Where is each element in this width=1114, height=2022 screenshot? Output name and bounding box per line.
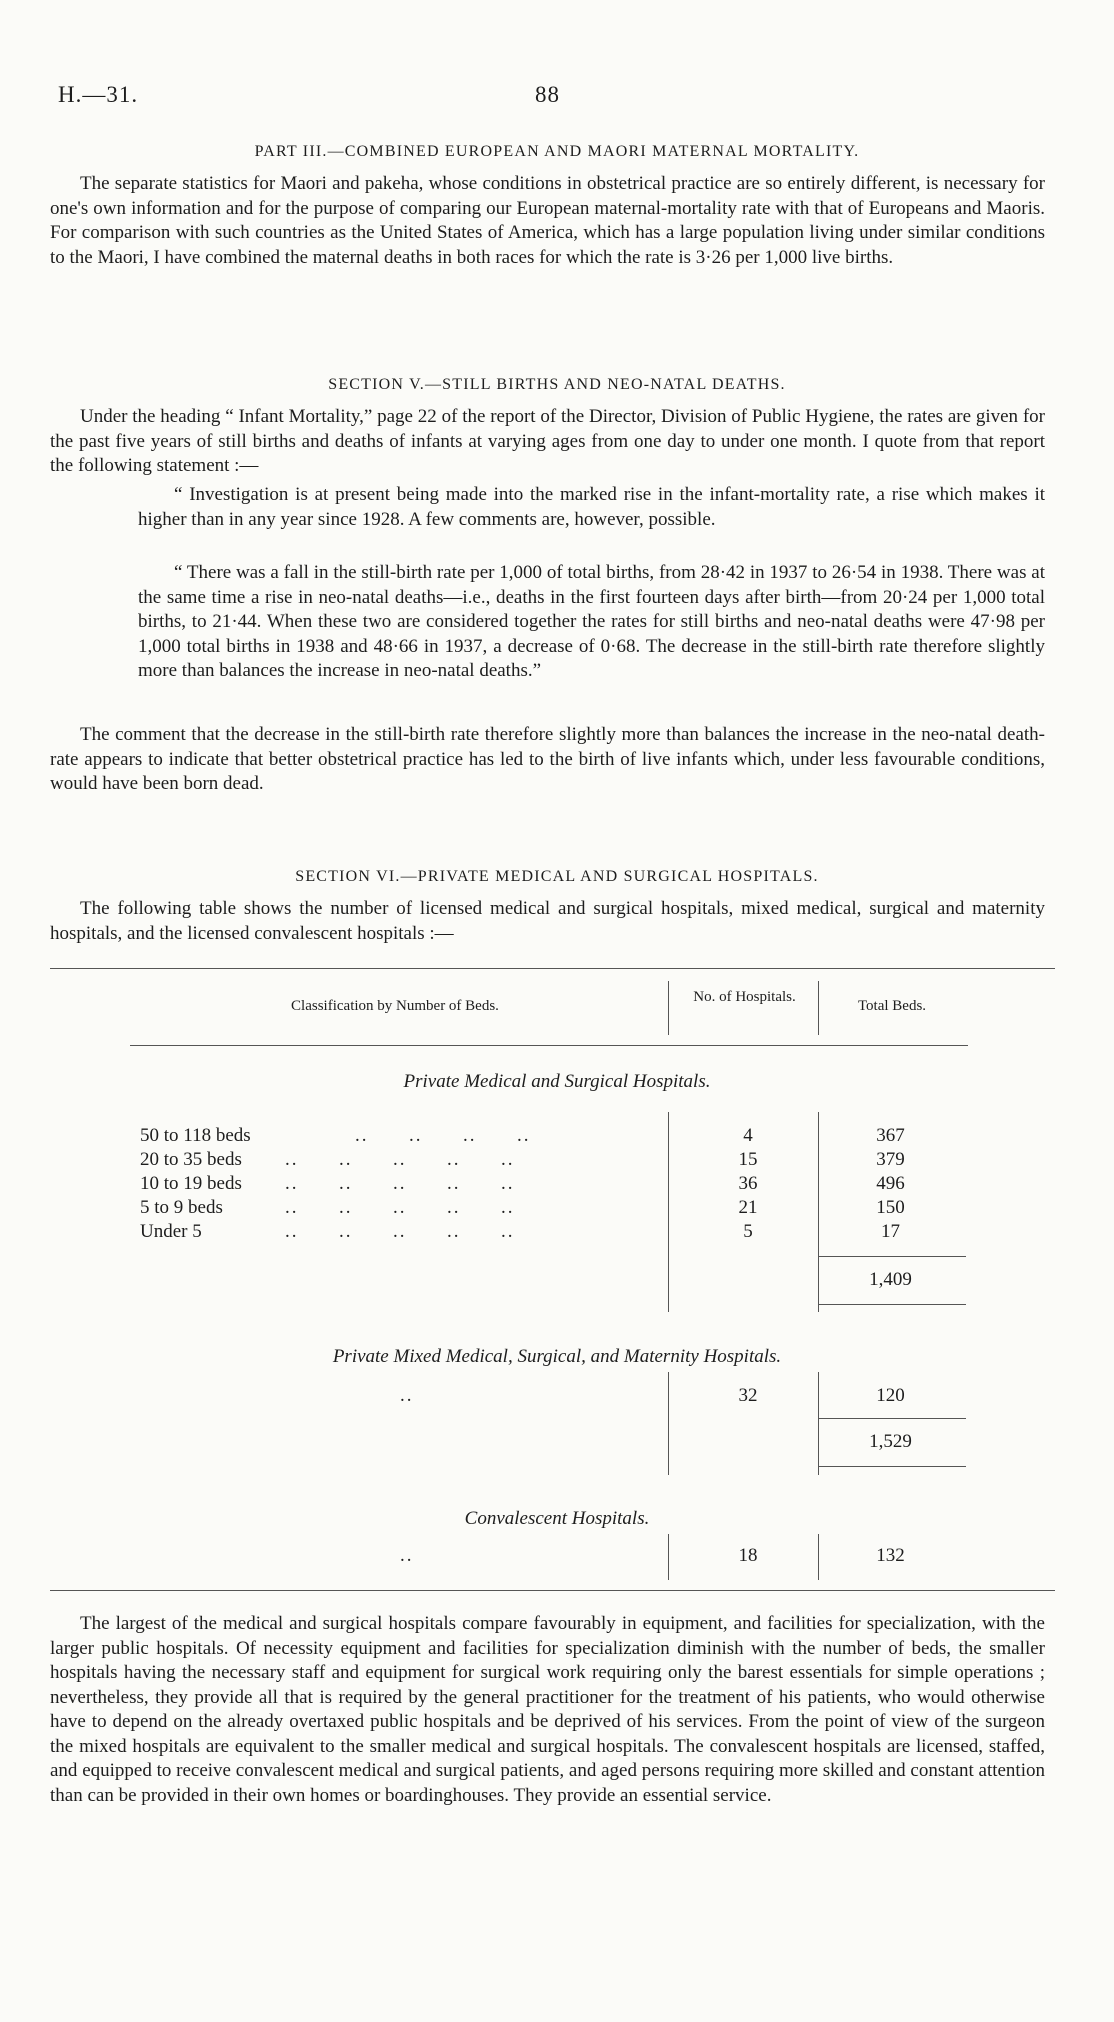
leader-dots: .. .. .. .. .. <box>285 1173 515 1194</box>
table-bottom-rule <box>50 1590 1055 1591</box>
header-total-beds: Total Beds. <box>857 998 927 1014</box>
leader-dots: .. .. .. .. .. <box>285 1149 515 1170</box>
group-title-medical-surgical: Private Medical and Surgical Hospitals. <box>403 1071 711 1092</box>
hospitals-count: 5 <box>743 1221 753 1242</box>
header-classification: Classification by Number of Beds. <box>291 998 499 1014</box>
hospitals-count: 4 <box>743 1125 753 1146</box>
beds-count: 379 <box>876 1149 905 1170</box>
row-label: Under 5 <box>140 1221 202 1242</box>
beds-count: 120 <box>876 1385 905 1406</box>
leader-dots: .. .. .. .. .. <box>285 1197 515 1218</box>
row-label: 5 to 9 beds <box>140 1197 223 1218</box>
section6-closing: The largest of the medical and surgical hospitals compare favourably in equipment, and facilities for specialization, with the larger public hospitals. Of necessity equipment and facilities for specialization diminish with the number of beds, the smaller hospitals having the necessary staff and equipment for surgical work requiring only the barest essentials for simple operations ; nevertheless, they provide all that is required by the general practitioner for the treatment of his patients, who would otherwise have to depend on the already overtaxed public hospitals and be deprived of his services. From the point of view of the surgeon the mixed hospitals are equivalent to the smaller medical and surgical hospitals. The convalescent hospitals are licensed, staffed, and equipped to receive convalescent medical and surgical patients, and aged persons requiring more skilled and constant attention than can be provided in their own homes or boardinghouses. They provide an essential service. <box>50 1613 1045 1806</box>
total-rule <box>818 1466 966 1467</box>
hospitals-count: 15 <box>738 1149 758 1170</box>
page-number: 88 <box>535 82 560 107</box>
row-label: 50 to 118 beds <box>140 1125 251 1146</box>
hospitals-count: 21 <box>738 1197 758 1218</box>
hospitals-count: 36 <box>738 1173 758 1194</box>
table-top-rule <box>50 968 1055 969</box>
section5-comment: The comment that the decrease in the still-birth rate therefore slightly more than balances the increase in the neo-natal death-rate appears to indicate that better obstetrical practice has led to the birth of live infants which, under less favourable conditions, would have been born dead. <box>50 724 1045 794</box>
header-bottom-rule <box>130 1045 968 1046</box>
row-label: 10 to 19 beds <box>140 1173 242 1194</box>
beds-count: 17 <box>881 1221 900 1242</box>
section5-quote-2: “ There was a fall in the still-birth rate per 1,000 of total births, from 28·42 in 1937 to 26·54 in 1938. There was at the same time a rise in neo-natal deaths—i.e., deaths in the first fourteen days after birth—from 20·24 per 1,000 total births, to 21·44. When these two are considered together the rates for still births and neo-natal deaths were 47·98 per 1,000 total births in 1938 and 48·66 in 1937, a decrease of 0·68. The decrease in the still-birth rate therefore slightly more than balances the increase in neo-natal deaths.” <box>138 562 1045 681</box>
group-title-convalescent: Convalescent Hospitals. <box>464 1508 650 1529</box>
total-rule <box>818 1304 966 1305</box>
leader-dots: .. .. .. .. <box>355 1125 531 1146</box>
section6-intro: The following table shows the number of licensed medical and surgical hospitals, mixed medical, surgical and maternity hospitals, and the licensed convalescent hospitals :— <box>50 898 1045 944</box>
header-hospitals: No. of Hospitals. <box>693 989 796 1005</box>
section5-title: SECTION V.—STILL BIRTHS AND NEO-NATAL DEATHS. <box>328 376 786 393</box>
leader-dots: .. .. .. .. .. <box>285 1221 515 1242</box>
row-label: 20 to 35 beds <box>140 1149 242 1170</box>
section6-title: SECTION VI.—PRIVATE MEDICAL AND SURGICAL HOSPITALS. <box>295 868 819 885</box>
beds-count: 150 <box>876 1197 905 1218</box>
document-reference: H.—31. <box>58 82 139 107</box>
section5-quote-1: “ Investigation is at present being made into the marked rise in the infant-mortality rate, a rise which makes it higher than in any year since 1928. A few comments are, however, possible. <box>138 484 1045 530</box>
part3-paragraph: The separate statistics for Maori and pakeha, whose conditions in obstetrical practice are so entirely different, is necessary for one's own information and for the purpose of comparing our European maternal-mortality rate with that of Europeans and Maoris. For comparison with such countries as the United States of America, which has a large population living under similar conditions to the Maori, I have combined the maternal deaths in both races for which the rate is 3·26 per 1,000 live births. <box>50 173 1045 268</box>
beds-count: 496 <box>876 1173 905 1194</box>
group-title-mixed: Private Mixed Medical, Surgical, and Maternity Hospitals. <box>332 1346 782 1367</box>
subtotal-rule <box>818 1256 966 1257</box>
part3-title: PART III.—COMBINED EUROPEAN AND MAORI MATERNAL MORTALITY. <box>254 143 860 160</box>
group-total: 1,409 <box>869 1269 912 1290</box>
hospitals-count: 32 <box>738 1385 758 1406</box>
group-total: 1,529 <box>869 1431 912 1452</box>
beds-count: 367 <box>876 1125 905 1146</box>
leader-dots: .. <box>400 1545 414 1566</box>
subtotal-rule <box>818 1418 966 1419</box>
hospitals-count: 18 <box>738 1545 758 1566</box>
section5-intro: Under the heading “ Infant Mortality,” page 22 of the report of the Director, Division of Public Hygiene, the rates are given for the past five years of still births and deaths of infants at varying ages from one day to under one month. I quote from that report the following statement :— <box>50 406 1045 476</box>
leader-dots: .. <box>400 1385 414 1406</box>
beds-count: 132 <box>876 1545 905 1566</box>
